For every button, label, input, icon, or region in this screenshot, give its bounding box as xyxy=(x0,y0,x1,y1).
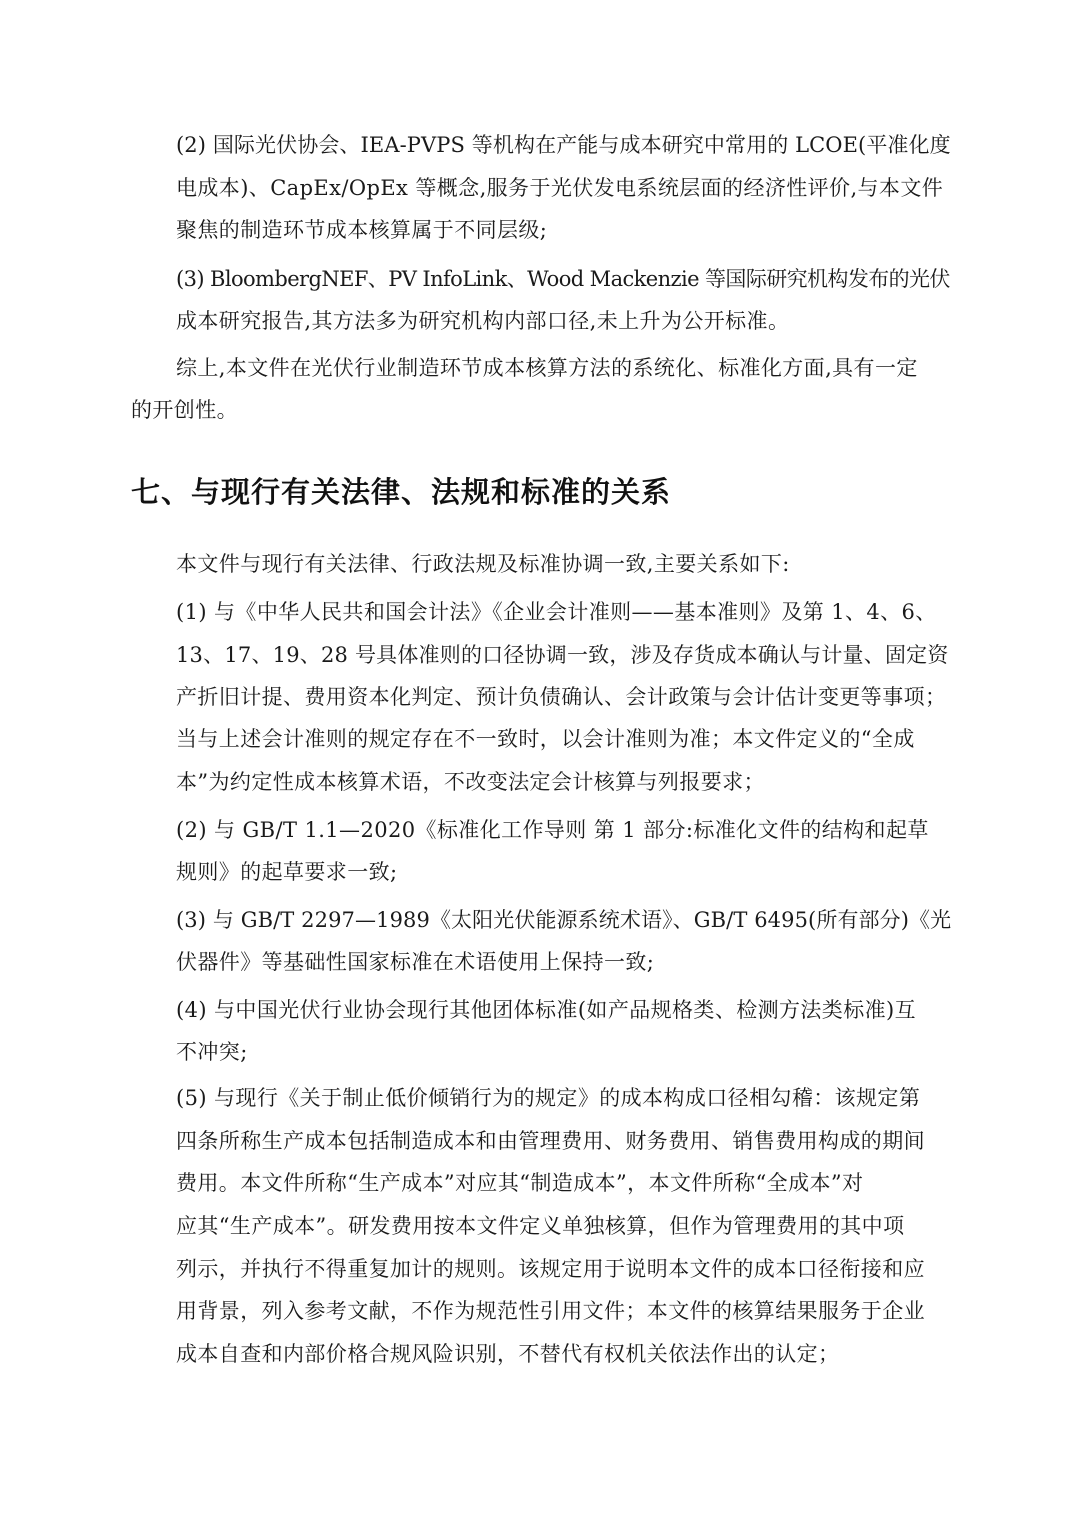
s6-summary-line-1: 综上,本文件在光伏行业制造环节成本核算方法的系统化、标准化方面,具有一定 xyxy=(176,356,918,380)
s6-item3-line-1: (3) BloombergNEF、PV InfoLink、Wood Mackenzie 等国际研究机构发布的光伏 xyxy=(176,267,950,291)
s7-item1-line-3: 产折旧计提、费用资本化判定、预计负债确认、会计政策与会计估计变更等事项； xyxy=(176,685,947,709)
s7-item5-line-1: (5) 与现行《关于制止低价倾销行为的规定》的成本构成口径相勾稽：该规定第 xyxy=(176,1086,921,1110)
s7-item5-line-5: 列示，并执行不得重复加计的规则。该规定用于说明本文件的成本口径衔接和应 xyxy=(176,1257,925,1281)
s7-item5-line-3: 费用。本文件所称“生产成本”对应其“制造成本”，本文件所称“全成本”对 xyxy=(176,1171,864,1195)
s7-item1-line-1: (1) 与《中华人民共和国会计法》《企业会计准则——基本准则》及第 1、4、6、 xyxy=(176,600,937,624)
s6-item2-line-2: 电成本)、CapEx/OpEx 等概念,服务于光伏发电系统层面的经济性评价,与本文件 xyxy=(176,176,944,200)
s7-item2-line-1: (2) 与 GB/T 1.1—2020《标准化工作导则 第 1 部分:标准化文件的结构和起草 xyxy=(176,818,929,842)
s7-item5-line-6: 用背景，列入参考文献，不作为规范性引用文件；本文件的核算结果服务于企业 xyxy=(176,1299,925,1323)
s7-item3-line-1: (3) 与 GB/T 2297—1989《太阳光伏能源系统术语》、GB/T 6495(所有部分)《光 xyxy=(176,908,952,932)
s7-item2-line-2: 规则》的起草要求一致; xyxy=(176,860,398,884)
s7-item5-line-4: 应其“生产成本”。研发费用按本文件定义单独核算，但作为管理费用的其中项 xyxy=(176,1214,905,1238)
s7-item4-line-2: 不冲突; xyxy=(176,1040,248,1064)
s7-item4-line-1: (4) 与中国光伏行业协会现行其他团体标准(如产品规格类、检测方法类标准)互 xyxy=(176,998,917,1022)
s7-item1-line-5: 本”为约定性成本核算术语，不改变法定会计核算与列报要求； xyxy=(176,770,765,794)
s6-item2-line-1: (2) 国际光伏协会、IEA-PVPS 等机构在产能与成本研究中常用的 LCOE(平准化度 xyxy=(176,133,951,157)
s7-intro: 本文件与现行有关法律、行政法规及标准协调一致,主要关系如下: xyxy=(176,552,790,576)
s7-item5-line-7: 成本自查和内部价格合规风险识别，不替代有权机关依法作出的认定； xyxy=(176,1342,840,1366)
s6-item3-line-2: 成本研究报告,其方法多为研究机构内部口径,未上升为公开标准。 xyxy=(176,309,790,333)
s7-item3-line-2: 伏器件》等基础性国家标准在术语使用上保持一致; xyxy=(176,950,655,974)
s7-item1-line-2: 13、17、19、28 号具体准则的口径协调一致，涉及存货成本确认与计量、固定资 xyxy=(176,643,949,667)
s6-summary-line-2: 的开创性。 xyxy=(131,398,238,422)
section-7-heading: 七、与现行有关法律、法规和标准的关系 xyxy=(131,475,672,509)
s7-item1-line-4: 当与上述会计准则的规定存在不一致时，以会计准则为准；本文件定义的“全成 xyxy=(176,727,915,751)
s6-item2-line-3: 聚焦的制造环节成本核算属于不同层级; xyxy=(176,218,548,242)
s7-item5-line-2: 四条所称生产成本包括制造成本和由管理费用、财务费用、销售费用构成的期间 xyxy=(176,1129,925,1153)
